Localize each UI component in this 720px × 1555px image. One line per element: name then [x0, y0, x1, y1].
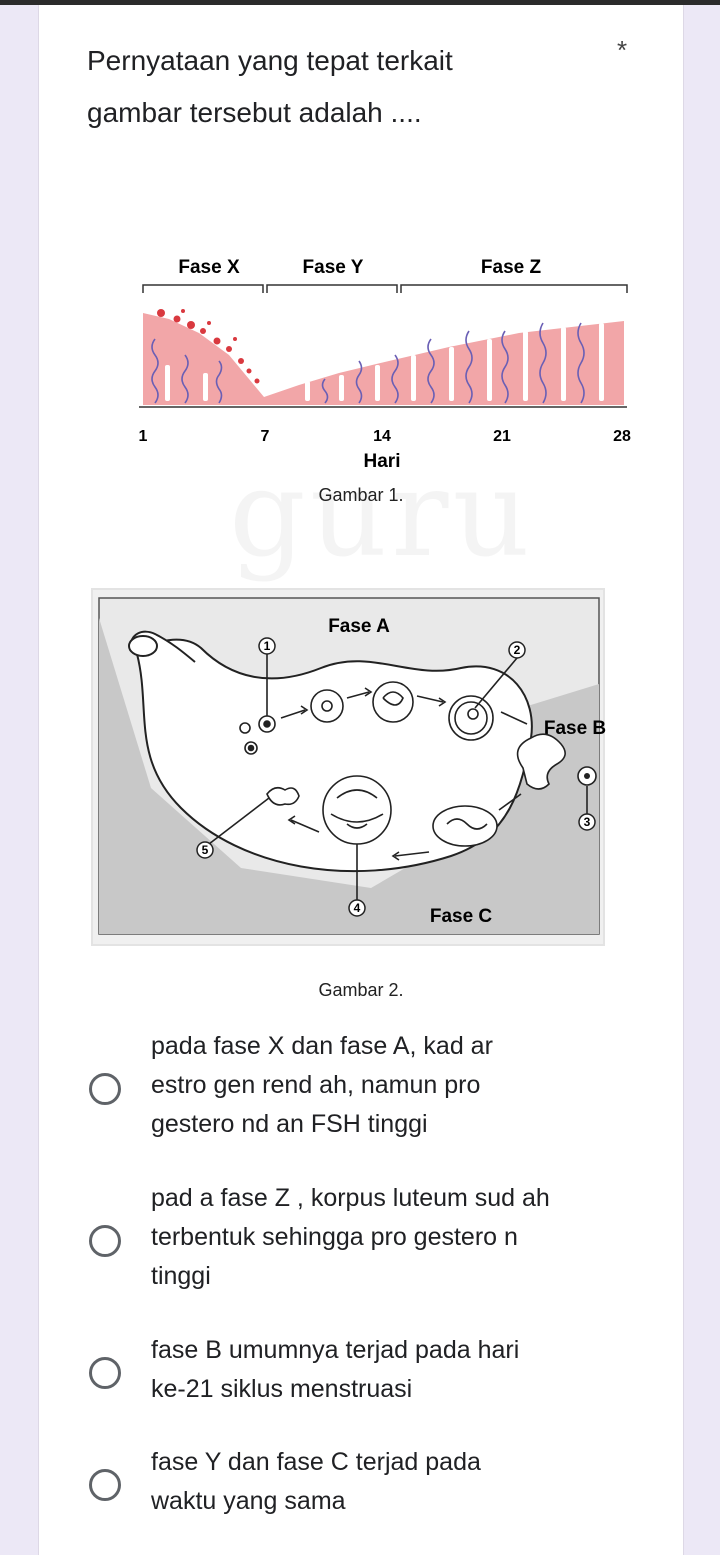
label-phase-z: Fase Z [480, 257, 542, 278]
option-4-line-2: waktu yang sama [151, 1487, 346, 1515]
phase-brackets [143, 285, 627, 293]
option-4-line-1: fase Y dan fase C terjad pada [151, 1448, 481, 1476]
option-1-text [151, 1027, 631, 1144]
option-1-line-3: gestero nd an FSH tinggi [151, 1110, 428, 1138]
option-3-text [151, 1331, 631, 1409]
marker-3: 3 [583, 815, 591, 829]
marker-5: 5 [201, 843, 209, 857]
figure-2-ovarian-cycle [91, 588, 605, 946]
label-phase-b: Fase B [543, 718, 607, 739]
day-ticks [139, 428, 631, 445]
label-phase-x: Fase X [178, 257, 240, 278]
oviduct-opening [129, 636, 157, 656]
tick-day-7: 7 [260, 428, 270, 445]
question-title [87, 35, 567, 139]
question-line-1: Pernyataan yang tepat terkait [87, 45, 453, 76]
caption-figure-1: Gambar 1. [318, 485, 404, 505]
option-2[interactable] [39, 1179, 683, 1299]
option-2-text [151, 1179, 631, 1296]
label-phase-c: Fase C [429, 906, 493, 927]
option-4-text [151, 1443, 631, 1521]
label-phase-y: Fase Y [302, 257, 364, 278]
option-2-line-2: terbentuk sehingga pro gestero n [151, 1223, 518, 1251]
marker-2: 2 [513, 643, 521, 657]
tick-day-14: 14 [373, 428, 391, 445]
required-asterisk: * [617, 35, 628, 65]
radio-button-option-4[interactable] [89, 1469, 121, 1501]
endometrium-layer [143, 313, 624, 405]
option-3-line-1: fase B umumnya terjad pada hari [151, 1336, 520, 1364]
radio-button-option-1[interactable] [89, 1073, 121, 1105]
option-1-line-2: estro gen rend ah, namun pro [151, 1071, 481, 1099]
tick-day-28: 28 [613, 428, 631, 445]
option-4[interactable] [39, 1443, 683, 1523]
option-3-line-2: ke-21 siklus menstruasi [151, 1375, 413, 1403]
question-line-2: gambar tersebut adalah .... [87, 97, 422, 128]
tick-day-21: 21 [493, 428, 511, 445]
option-2-line-3: tinggi [151, 1262, 211, 1290]
option-1-line-1: pada fase X dan fase A, kad ar [151, 1032, 493, 1060]
question-card [38, 5, 684, 1555]
marker-1: 1 [263, 639, 271, 653]
label-phase-a: Fase A [328, 616, 390, 637]
marker-4: 4 [353, 901, 361, 915]
radio-button-option-2[interactable] [89, 1225, 121, 1257]
figure-1-menstrual-cycle [99, 215, 631, 485]
option-1[interactable] [39, 1027, 683, 1147]
radio-button-option-3[interactable] [89, 1357, 121, 1389]
axis-label-hari: Hari [363, 451, 401, 472]
tick-day-1: 1 [138, 428, 148, 445]
caption-figure-2: Gambar 2. [318, 980, 404, 1000]
option-2-line-1: pad a fase Z , korpus luteum sud ah [151, 1184, 550, 1212]
option-3[interactable] [39, 1331, 683, 1411]
